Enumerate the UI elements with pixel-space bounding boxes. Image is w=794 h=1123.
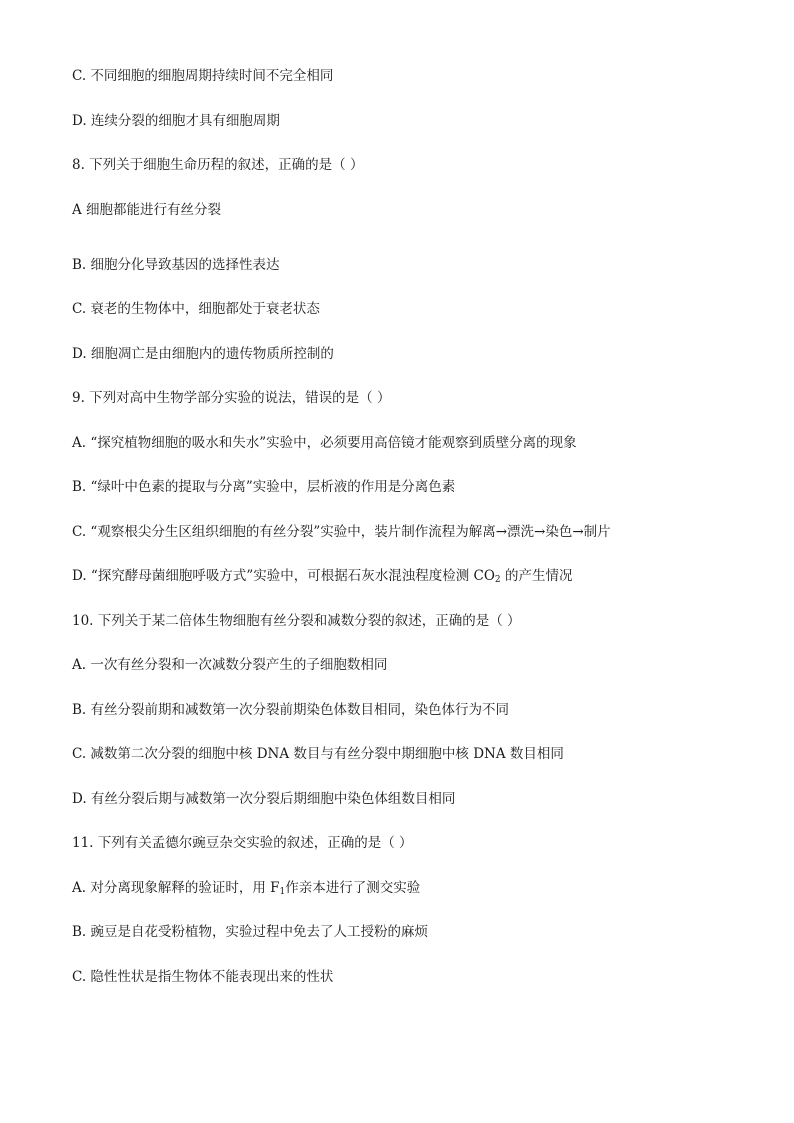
q9-option-a: A. “探究植物细胞的吸水和失水”实验中，必须要用高倍镜才能观察到质壁分离的现象 — [72, 435, 577, 451]
q10-option-a: A. 一次有丝分裂和一次减数分裂产生的子细胞数相同 — [72, 657, 388, 673]
q11-option-a-text-before: A. 对分离现象解释的验证时，用 F — [72, 880, 280, 896]
q11-option-a — [72, 879, 754, 901]
q9-option-b: B. “绿叶中色素的提取与分离”实验中，层析液的作用是分离色素 — [72, 479, 456, 495]
q8-option-a: A 细胞都能进行有丝分裂 — [72, 202, 222, 218]
co2-subscript: 2 — [494, 575, 501, 585]
q11-stem: 11. 下列有关孟德尔豌豆杂交实验的叙述，正确的是（ ） — [72, 835, 413, 851]
f1-subscript: 1 — [279, 887, 286, 897]
q9-stem: 9. 下列对高中生物学部分实验的说法，错误的是（ ） — [72, 390, 391, 406]
q11-option-a-text-after: 作亲本进行了测交实验 — [285, 880, 421, 896]
q8-stem: 8. 下列关于细胞生命历程的叙述，正确的是（ ） — [72, 157, 364, 173]
q10-option-d: D. 有丝分裂后期与减数第一次分裂后期细胞中染色体组数目相同 — [72, 791, 456, 807]
q9-option-c: C. “观察根尖分生区组织细胞的有丝分裂”实验中，装片制作流程为解离→漂洗→染色→制片 — [72, 524, 611, 540]
q10-option-c: C. 减数第二次分裂的细胞中核 DNA 数目与有丝分裂中期细胞中核 DNA 数目相同 — [72, 746, 564, 762]
q10-stem: 10. 下列关于某二倍体生物细胞有丝分裂和减数分裂的叙述，正确的是（ ） — [72, 613, 521, 629]
q11-option-c: C. 隐性性状是指生物体不能表现出来的性状 — [72, 969, 334, 985]
q11-option-b: B. 豌豆是自花受粉植物，实验过程中免去了人工授粉的麻烦 — [72, 924, 429, 940]
q10-option-b: B. 有丝分裂前期和减数第一次分裂前期染色体数目相同，染色体行为不同 — [72, 702, 510, 718]
q7-option-c: C. 不同细胞的细胞周期持续时间不完全相同 — [72, 68, 334, 84]
q8-option-d: D. 细胞凋亡是由细胞内的遗传物质所控制的 — [72, 346, 334, 362]
q8-option-b: B. 细胞分化导致基因的选择性表达 — [72, 257, 280, 273]
q9-option-d-text-before: D. “探究酵母菌细胞呼吸方式”实验中，可根据石灰水混浊程度检测 CO — [72, 568, 495, 584]
q9-option-d — [72, 567, 754, 589]
q8-option-c: C. 衰老的生物体中，细胞都处于衰老状态 — [72, 301, 320, 317]
q7-option-d: D. 连续分裂的细胞才具有细胞周期 — [72, 113, 280, 129]
q9-option-d-text-after: 的产生情况 — [504, 568, 573, 584]
